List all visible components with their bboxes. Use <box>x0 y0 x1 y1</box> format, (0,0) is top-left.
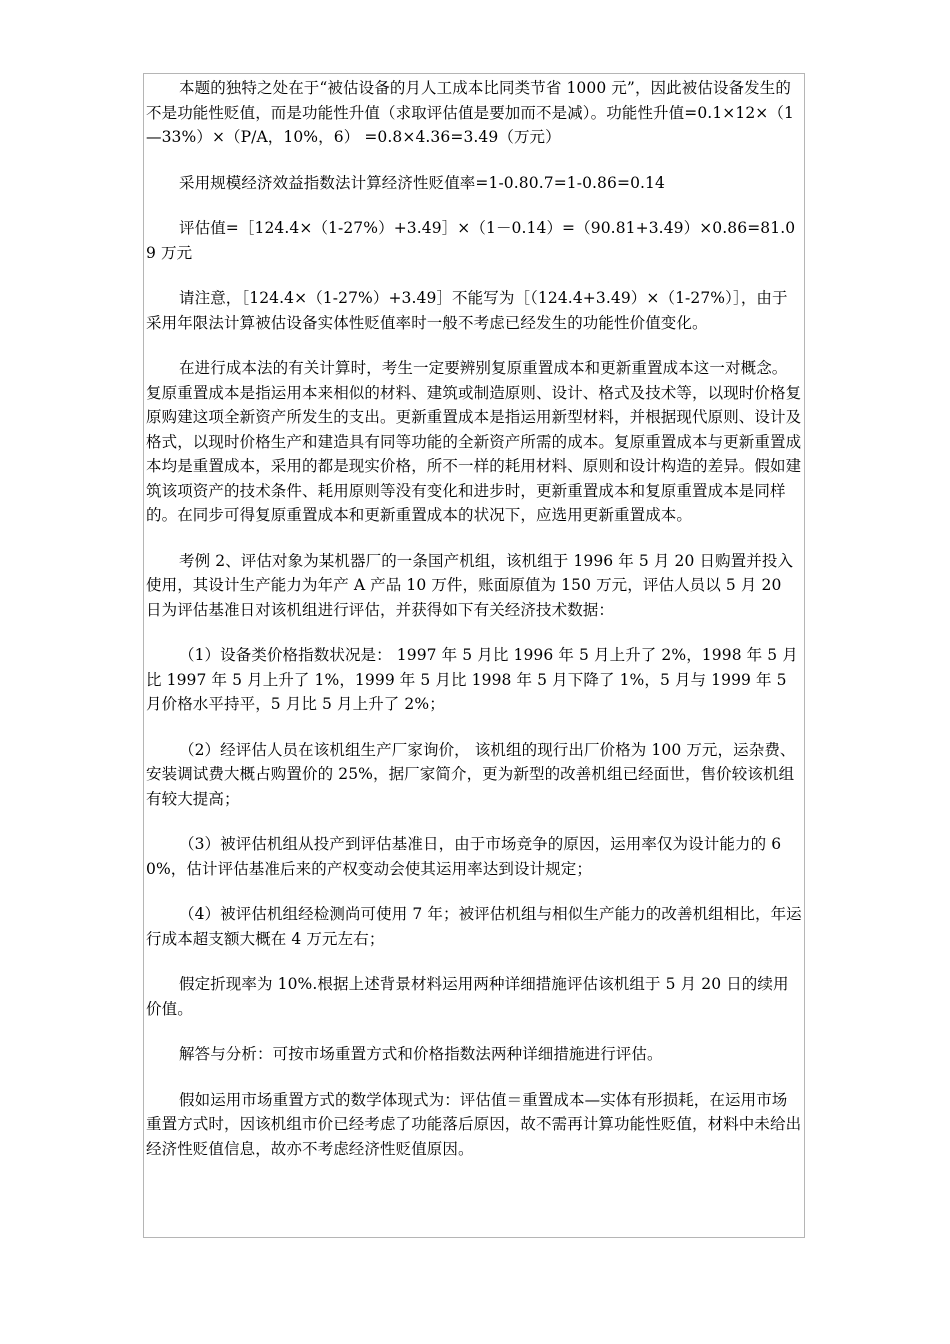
paragraph-item-1: （1）设备类价格指数状况是： 1997 年 5 月比 1996 年 5 月上升了 2%，1998 年 5 月比 1997 年 5 月上升了 1%，1999 年 5 月比 1998 年 5 月下降了 1%，5 月与 1999 年 5 月价格水平持平，5 月比 5 月上升了 2%； <box>146 646 798 713</box>
paragraph-item-4: （4）被评估机组经检测尚可使用 7 年；被评估机组与相似生产能力的改善机组相比，年运行成本超支额大概在 4 万元左右； <box>146 905 802 948</box>
paragraph-valuation-result: 评估值=［124.4×（1-27%）+3.49］×（1－0.14）=（90.81+3.49）×0.86=81.09 万元 <box>146 219 796 262</box>
paragraph-economic-depreciation-rate: 采用规模经济效益指数法计算经济性贬值率=1-0.80.7=1-0.86=0.14 <box>179 173 665 192</box>
paragraph-cost-method-concepts: 在进行成本法的有关计算时，考生一定要辨别复原重置成本和更新重置成本这一对概念。复原重置成本是指运用本来相似的材料、建筑或制造原则、设计、格式及技术等，以现时价格复原购建这项全新资产所发生的支出。更新重置成本是指运用新型材料，并根据现代原则、设计及格式，以现时价格生产和建造具有同等功能的全新资产所需的成本。复原重置成本与更新重置成本均是重置成本，采用的都是现实价格，所不一样的耗用材料、原则和设计构造的差异。假如建筑该项资产的技术条件、耗用原则等没有变化和进步时，更新重置成本和复原重置成本是同样的。在同步可得复原重置成本和更新重置成本的状况下，应选用更新重置成本。 <box>146 359 802 524</box>
paragraph-example-2: 考例 2、评估对象为某机器厂的一条国产机组，该机组于 1996 年 5 月 20 日购置并投入使用，其设计生产能力为年产 A 产品 10 万件，账面原值为 150 万元，评估人员以 5 月 20 日为评估基准日对该机组进行评估，并获得如下有关经济技术数据： <box>146 551 794 619</box>
paragraph-market-replacement: 假如运用市场重置方式的数学体现式为：评估值＝重置成本—实体有形损耗，在运用市场重置方式时，因该机组市价已经考虑了功能落后原因，故不需再计算功能性贬值，材料中未给出经济性贬值信息，故亦不考虑经济性贬值原因。 <box>146 1090 802 1158</box>
paragraph-item-3: （3）被评估机组从投产到评估基准日，由于市场竞争的原因，运用率仅为设计能力的 60%，估计评估基准后来的产权变动会使其运用率达到设计规定； <box>146 835 782 878</box>
paragraph-item-2: （2）经评估人员在该机组生产厂家询价， 该机组的现行出厂价格为 100 万元，运杂费、安装调试费大概占购置价的 25%，据厂家简介，更为新型的改善机组已经面世，售价较该机组有较大提高； <box>146 740 796 808</box>
paragraph-discount-rate: 假定折现率为 10%.根据上述背景材料运用两种详细措施评估该机组于 5 月 20 日的续用价值。 <box>146 975 789 1018</box>
paragraph-answer-analysis: 解答与分析：可按市场重置方式和价格指数法两种详细措施进行评估。 <box>179 1045 663 1063</box>
document-frame <box>143 73 805 1238</box>
paragraph-note: 请注意，［124.4×（1-27%）+3.49］不能写为［（124.4+3.49）×（1-27%）］，由于采用年限法计算被估设备实体性贬值率时一般不考虑已经发生的功能性价值变化。 <box>146 289 788 332</box>
paragraph-functional-appreciation: 本题的独特之处在于“被估设备的月人工成本比同类节省 1000 元”，因此被估设备发生的不是功能性贬值，而是功能性升值（求取评估值是要加而不是减）。功能性升值=0.1×12×（1—33%）×（P/A，10%，6） =0.8×4.36=3.49（万元） <box>146 79 794 146</box>
